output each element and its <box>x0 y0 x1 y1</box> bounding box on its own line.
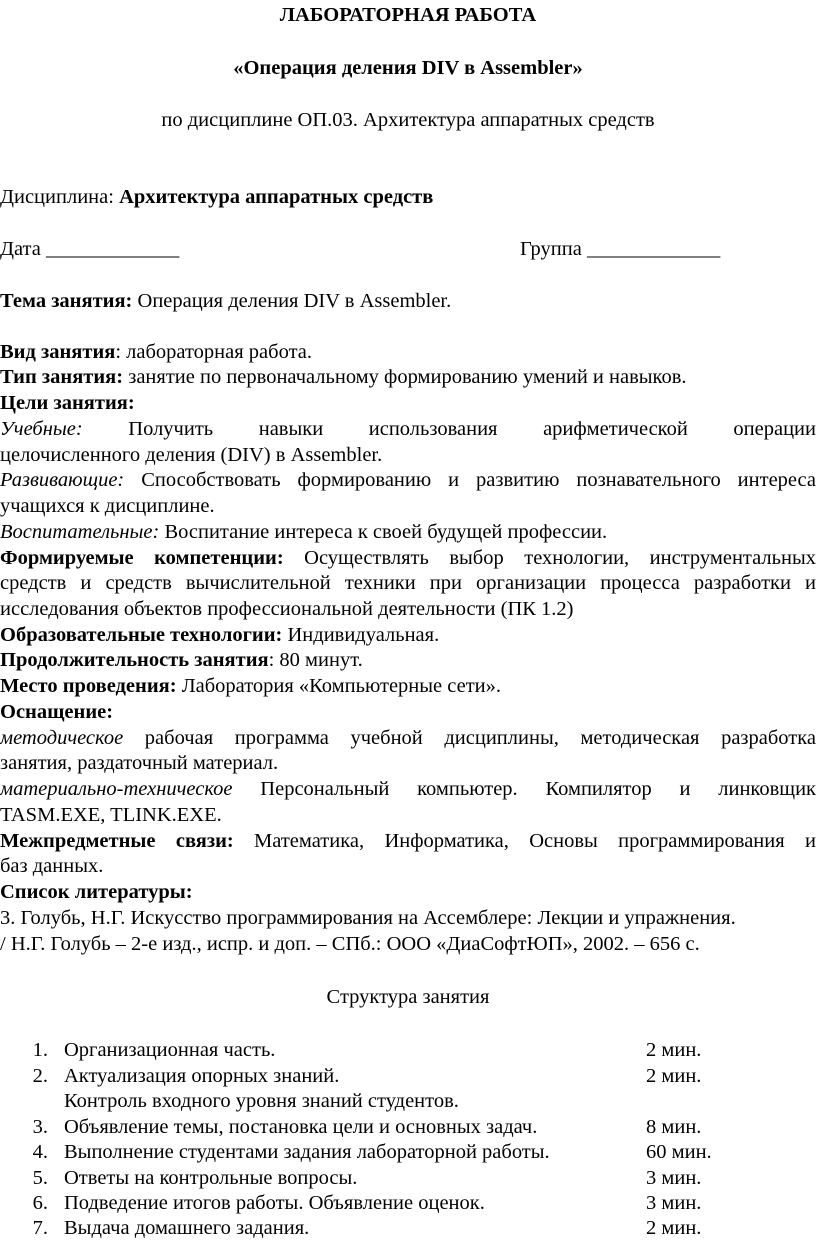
interdisciplinary-links-cont: баз данных. <box>0 855 104 877</box>
equipment-technical: материально-техническое Персональный компьютер. Компилятор и линковщик <box>0 778 816 800</box>
list-item: 6. Подведение итогов работы. Объявление оценок. 3 мин. <box>32 1192 702 1214</box>
equipment-methodical: методическое рабочая программа учебной дисциплины, методическая разработка <box>0 727 816 749</box>
goal-upbringing: Воспитательные: Воспитание интереса к своей будущей профессии. <box>0 521 608 543</box>
list-item: 2. Актуализация опорных знаний. 2 мин. <box>32 1065 702 1087</box>
group-field: Группа _____________ <box>520 238 721 260</box>
goal-developmental-cont: учащихся к дисциплине. <box>0 495 215 517</box>
goal-developmental: Развивающие: Способствовать формированию и развитию познавательного интереса <box>0 469 816 491</box>
lesson-type: Тип занятия: занятие по первоначальному формированию умений и навыков. <box>0 366 687 388</box>
equipment-methodical-cont: занятия, раздаточный материал. <box>0 752 279 774</box>
lesson-duration: Продолжительность занятия: 80 минут. <box>0 649 363 671</box>
interdisciplinary-links: Межпредметные связи: Математика, Информатика, Основы программирования и <box>0 830 816 852</box>
structure-heading: Структура занятия <box>326 986 490 1008</box>
list-item: 3. Объявление темы, постановка цели и основных задач. 8 мин. <box>32 1116 702 1138</box>
date-field: Дата _____________ <box>0 238 180 260</box>
goal-educational: Учебные: Получить навыки использования арифметической операции <box>0 418 816 440</box>
edu-technologies: Образовательные технологии: Индивидуальная. <box>0 624 440 646</box>
topic-field: Тема занятия: Операция деления DIV в Assembler. <box>0 290 452 312</box>
equipment-heading: Оснащение: <box>0 701 114 723</box>
list-item: 7. Выдача домашнего задания. 2 мин. <box>32 1217 702 1239</box>
equipment-technical-cont: TASM.EXE, TLINK.EXE. <box>0 804 222 826</box>
goals-heading: Цели занятия: <box>0 392 135 414</box>
document-subtitle: «Операция деления DIV в Assembler» <box>233 57 583 79</box>
competencies: Формируемые компетенции: Осуществлять выбор технологии, инструментальных <box>0 547 816 569</box>
list-item: 1. Организационная часть. 2 мин. <box>32 1039 702 1061</box>
literature-item: 3. Голубь, Н.Г. Искусство программирования на Ассемблере: Лекции и упражнения. <box>0 907 736 929</box>
lesson-kind: Вид занятия: лабораторная работа. <box>0 341 312 363</box>
goal-educational-cont: целочисленного деления (DIV) в Assembler. <box>0 444 383 466</box>
list-item: Контроль входного уровня знаний студентов. <box>64 1090 459 1112</box>
competencies-cont-1: средств и средств вычислительной техники при организации процесса разработки и <box>0 572 816 594</box>
discipline-field: Дисциплина: Архитектура аппаратных средств <box>0 186 434 208</box>
list-item: 5. Ответы на контрольные вопросы. 3 мин. <box>32 1167 702 1189</box>
literature-item-cont: / Н.Г. Голубь – 2-е изд., испр. и доп. – СПб.: ООО «ДиаСофтЮП», 2002. – 656 с. <box>0 933 700 955</box>
literature-heading: Список литературы: <box>0 881 193 903</box>
document-title: ЛАБОРАТОРНАЯ РАБОТА <box>279 4 537 26</box>
competencies-cont-2: исследования объектов профессиональной деятельности (ПК 1.2) <box>0 598 574 620</box>
discipline-line: по дисциплине ОП.03. Архитектура аппаратных средств <box>161 109 655 131</box>
lesson-place: Место проведения: Лаборатория «Компьютерные сети». <box>0 675 502 697</box>
list-item: 4. Выполнение студентами задания лабораторной работы. 60 мин. <box>32 1141 712 1163</box>
